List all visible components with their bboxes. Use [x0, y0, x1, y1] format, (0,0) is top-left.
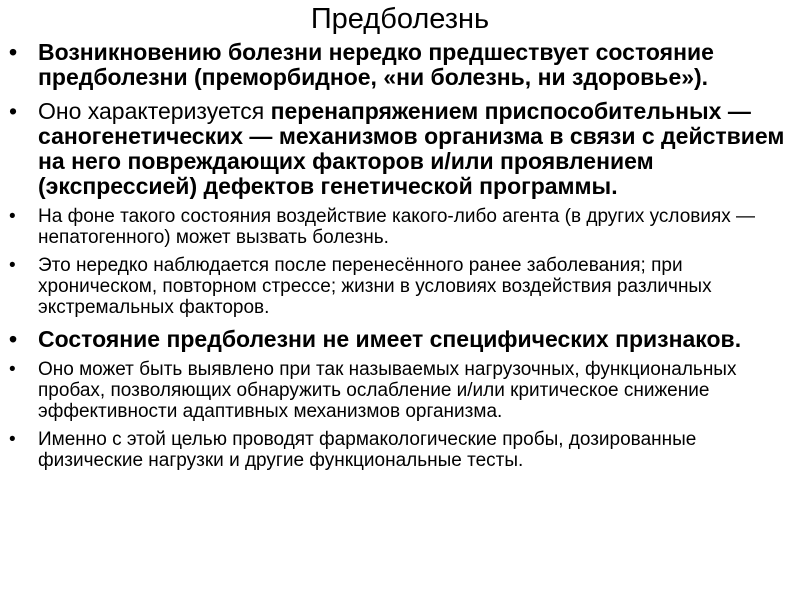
list-item — [0, 99, 800, 199]
list-item-text: Это нередко наблюдается после перенесённого ранее заболевания; при хроническом, повторном стрессе; жизни в условиях воздействия различных экстремальных факторов. — [38, 255, 712, 318]
list-item — [0, 429, 800, 471]
list-item-text: Оно может быть выявлено при так называемых нагрузочных, функциональных пробах, позволяющих обнаружить ослабление и/или критическое снижение эффективности адаптивных механизмов организма. — [38, 359, 737, 422]
list-item — [0, 359, 800, 422]
list-item-text: Состояние предболезни не имеет специфических признаков. — [38, 326, 742, 352]
list-item-text: Возникновению болезни нередко предшествует состояние предболезни (преморбидное, «ни болезнь, ни здоровье»). — [38, 39, 714, 90]
bullet-marker: • — [9, 359, 16, 380]
list-item — [0, 206, 800, 248]
bullet-marker: • — [9, 206, 16, 227]
bullet-marker: • — [9, 429, 16, 450]
list-item-text-bold: перенапряжением приспособительных — саногенетических — механизмов организма в связи с действием на него повреждающих факторов и/или проявлением (экспрессией) дефектов генетической программы. — [38, 98, 785, 199]
list-item — [0, 327, 800, 352]
list-item — [0, 255, 800, 318]
slide-title: Предболезнь — [310, 3, 490, 35]
bullet-marker: • — [9, 255, 16, 276]
bullet-marker: • — [9, 98, 18, 124]
list-item — [0, 40, 800, 90]
list-item-text: На фоне такого состояния воздействие какого-либо агента (в других условиях — непатогенного) может вызвать болезнь. — [38, 206, 756, 248]
list-item-text: Именно с этой целью проводят фармакологические пробы, дозированные физические нагрузки и другие функциональные тесты. — [38, 429, 697, 471]
bullet-list — [0, 40, 800, 471]
bullet-marker: • — [9, 326, 18, 352]
bullet-marker: • — [9, 39, 18, 65]
list-item-text-plain: Оно характеризуется — [38, 98, 271, 124]
